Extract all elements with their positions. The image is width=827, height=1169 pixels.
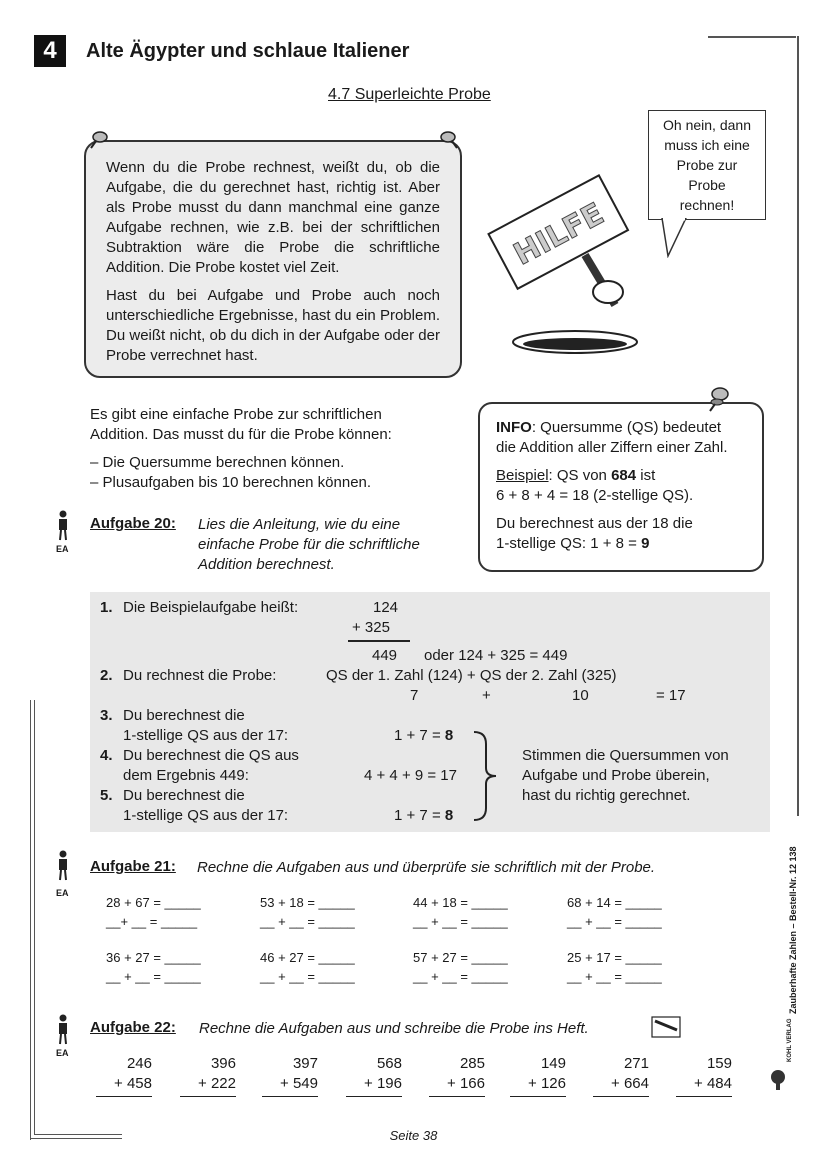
step-5-text-1: Du berechnest die — [123, 787, 245, 804]
aufgabe-20-line-2: einfache Probe für die schriftliche — [198, 536, 420, 553]
step-2-value-1: 7 — [410, 687, 419, 704]
intro-line-1: Es gibt eine einfache Probe zur schriftlichen — [90, 406, 382, 423]
exercise-22-top: 568 — [376, 1055, 402, 1072]
side-text: Zauberhafte Zahlen – Bestell-Nr. 12 138 — [788, 846, 798, 1014]
aufgabe-21-text: Rechne die Aufgaben aus und überprüfe sie schriftlich mit der Probe. — [197, 859, 656, 876]
speech-line-4: Probe — [688, 177, 726, 193]
exercise-21-item[interactable]: 46 + 27 = _____ — [260, 950, 355, 965]
step-4-calc: 4 + 4 + 9 = 17 — [364, 767, 457, 784]
aufgabe-21-label: Aufgabe 21: — [90, 858, 176, 875]
publisher-logo-icon — [766, 1068, 790, 1092]
speech-bubble — [648, 110, 766, 220]
speech-line-2: muss ich eine — [664, 137, 750, 153]
step-3-text-2: 1-stellige QS aus der 17: — [123, 727, 289, 744]
exercise-21-item[interactable]: 68 + 14 = _____ — [567, 895, 662, 910]
exercise-22-rule — [429, 1094, 485, 1097]
step-4-text-2: dem Ergebnis 449: — [123, 767, 249, 784]
exercise-22-top: 149 — [540, 1055, 566, 1072]
step-1-text: Die Beispielaufgabe heißt: — [123, 599, 299, 616]
exercise-22-rule — [510, 1094, 566, 1097]
exercise-21-probe[interactable]: __ + __ = _____ — [260, 914, 355, 929]
exercise-21-item[interactable]: 53 + 18 = _____ — [260, 895, 355, 910]
exercise-22-rule — [180, 1094, 236, 1097]
person-icon — [55, 510, 71, 542]
ea-label: EA — [56, 1048, 69, 1058]
exercise-22-rule — [676, 1094, 732, 1097]
step-2-plus: + — [482, 687, 491, 704]
step-2-text: Du rechnest die Probe: — [123, 667, 277, 684]
step-3-result: 8 — [444, 727, 454, 744]
step-1-rule — [348, 640, 410, 642]
step-5-result: 8 — [444, 807, 454, 824]
conclusion-line-3: hast du richtig gerechnet. — [522, 787, 691, 804]
pushpin-icon — [438, 128, 460, 150]
pushpin-icon — [704, 384, 732, 412]
exercise-21-probe[interactable]: __ + __ = _____ — [260, 969, 355, 984]
ea-label: EA — [56, 888, 69, 898]
help-sign-illustration — [485, 160, 645, 360]
page-number: Seite 38 — [389, 1128, 438, 1143]
exercise-22-top: 285 — [459, 1055, 485, 1072]
exercise-22-rule — [346, 1094, 402, 1097]
step-5-number: 5. — [100, 787, 113, 804]
step-5-calc: 1 + 7 = — [394, 807, 445, 824]
step-1-number: 1. — [100, 599, 113, 616]
info-text-1: : Quersumme (QS) bedeutet — [531, 419, 722, 436]
step-2-number: 2. — [100, 667, 113, 684]
exercise-21-item[interactable]: 28 + 67 = _____ — [106, 895, 201, 910]
exercise-21-probe[interactable]: __ + __ = _____ — [413, 969, 508, 984]
pushpin-icon — [88, 128, 110, 150]
aufgabe-22-text: Rechne die Aufgaben aus und schreibe die Probe ins Heft. — [199, 1020, 589, 1037]
speech-bubble-tail — [660, 218, 700, 258]
step-1-bottom: + 325 — [352, 619, 390, 636]
exercise-22-bottom: + 222 — [198, 1075, 236, 1092]
intro-line-2: Addition. Das musst du für die Probe können: — [90, 426, 392, 443]
exercise-22-bottom: + 458 — [114, 1075, 152, 1092]
explanation-paragraph-1: Wenn du die Probe rechnest, weißt du, ob die Aufgabe, die du gerechnet hast, richtig ist. Aber als Probe musst du dann manchmal eine ganze Aufgabe rechnen, wie z.B. bei der schriftlichen Subtraktion wäre die Probe die schriftliche Addition. Die Probe kostet viel Zeit. — [106, 159, 440, 276]
conclusion-line-2: Aufgabe und Probe überein, — [522, 767, 710, 784]
step-3-text-1: Du berechnest die — [123, 707, 245, 724]
exercise-22-rule — [593, 1094, 649, 1097]
example-line-2: 6 + 8 + 4 = 18 (2-stellige QS). — [496, 487, 694, 504]
intro-text — [90, 405, 450, 493]
ea-label: EA — [56, 544, 69, 554]
exercise-21-probe[interactable]: __ + __ = _____ — [413, 914, 508, 929]
step-4-number: 4. — [100, 747, 113, 764]
info-box — [478, 402, 764, 572]
sign-text: HILFE — [508, 196, 610, 273]
exercise-22-top: 159 — [706, 1055, 732, 1072]
exercise-22-rule — [96, 1094, 152, 1097]
example-number: 684 — [611, 467, 637, 484]
explanation-paragraph-2: Hast du bei Aufgabe und Probe auch noch unterschiedliche Ergebnisse, hast du ein Problem. Du weißt nicht, ob du dich in der Aufgabe oder der Probe verrechnet hast. — [106, 287, 440, 364]
example-text-b: ist — [636, 467, 656, 484]
exercise-22-bottom: + 664 — [611, 1075, 649, 1092]
step-3-calc: 1 + 7 = — [394, 727, 445, 744]
step-1-or: oder 124 + 325 = 449 — [424, 647, 568, 664]
exercise-21-probe[interactable]: __ + __ = _____ — [106, 969, 201, 984]
exercise-21-item[interactable]: 44 + 18 = _____ — [413, 895, 508, 910]
intro-item-2: – Plusaufgaben bis 10 berechnen können. — [90, 474, 372, 491]
aufgabe-22-label: Aufgabe 22: — [90, 1019, 176, 1036]
exercise-22-bottom: + 166 — [447, 1075, 485, 1092]
step-3-number: 3. — [100, 707, 113, 724]
speech-line-3: Probe zur — [676, 157, 738, 173]
person-icon — [55, 1014, 71, 1046]
person-icon — [55, 850, 71, 882]
aufgabe-20-line-1: Lies die Anleitung, wie du eine — [198, 516, 401, 533]
info-calc-line-1: Du berechnest aus der 18 die — [496, 515, 693, 532]
aufgabe-20-label: Aufgabe 20: — [90, 515, 176, 532]
frame-left-line — [30, 700, 31, 1140]
chapter-title: Alte Ägypter und schlaue Italiener — [86, 40, 410, 62]
step-4-text-1: Du berechnest die QS aus — [123, 747, 299, 764]
curly-brace-icon — [470, 728, 500, 824]
frame-top-line — [708, 36, 796, 38]
conclusion-line-1: Stimmen die Quersummen von — [522, 747, 729, 764]
steps-box — [90, 592, 770, 832]
info-text-2: die Addition aller Ziffern einer Zahl. — [496, 439, 728, 456]
exercise-22-top: 246 — [126, 1055, 152, 1072]
intro-item-1: – Die Quersumme berechnen können. — [90, 454, 345, 471]
exercise-22-row — [96, 1054, 776, 1104]
info-calc-line-2: 1-stellige QS: 1 + 8 = — [496, 535, 642, 552]
exercise-22-bottom: + 549 — [280, 1075, 318, 1092]
exercise-22-bottom: + 484 — [694, 1075, 732, 1092]
info-label: INFO — [496, 419, 532, 436]
aufgabe-20-text — [198, 515, 420, 575]
exercise-22-bottom: + 126 — [528, 1075, 566, 1092]
chapter-number: 4 — [34, 35, 66, 67]
exercise-21-item[interactable]: 25 + 17 = _____ — [567, 950, 662, 965]
exercise-21-probe[interactable]: __ + __ = _____ — [567, 969, 662, 984]
step-2-qs: QS der 1. Zahl (124) + QS der 2. Zahl (325) — [326, 667, 617, 684]
exercise-21-probe[interactable]: __+ __ = _____ — [106, 914, 198, 929]
frame-left-line-inner — [34, 700, 35, 1135]
exercise-22-top: 397 — [292, 1055, 318, 1072]
section-title: 4.7 Superleichte Probe — [328, 86, 491, 103]
info-calc-result: 9 — [641, 535, 650, 552]
example-text-a: : QS von — [548, 467, 612, 484]
exercise-21-item[interactable]: 57 + 27 = _____ — [413, 950, 508, 965]
aufgabe-20-line-3: Addition berechnest. — [198, 556, 335, 573]
step-5-text-2: 1-stellige QS aus der 17: — [123, 807, 289, 824]
example-label: Beispiel — [496, 467, 549, 484]
step-2-equals: = 17 — [656, 687, 686, 704]
step-2-value-2: 10 — [572, 687, 589, 704]
explanation-box — [84, 140, 462, 378]
frame-right-line — [797, 36, 799, 816]
step-1-result: 449 — [372, 647, 398, 664]
exercise-21-probe[interactable]: __ + __ = _____ — [567, 914, 662, 929]
step-1-top: 124 — [373, 599, 399, 616]
speech-line-1: Oh nein, dann — [663, 117, 751, 133]
exercise-22-top: 271 — [623, 1055, 649, 1072]
exercise-22-rule — [262, 1094, 318, 1097]
exercise-21-item[interactable]: 36 + 27 = _____ — [106, 950, 201, 965]
notebook-pencil-icon — [651, 1016, 681, 1038]
exercise-22-top: 396 — [210, 1055, 236, 1072]
publisher-text: KOHL VERLAG — [787, 1018, 793, 1062]
speech-line-5: rechnen! — [679, 197, 735, 213]
exercise-22-bottom: + 196 — [364, 1075, 402, 1092]
